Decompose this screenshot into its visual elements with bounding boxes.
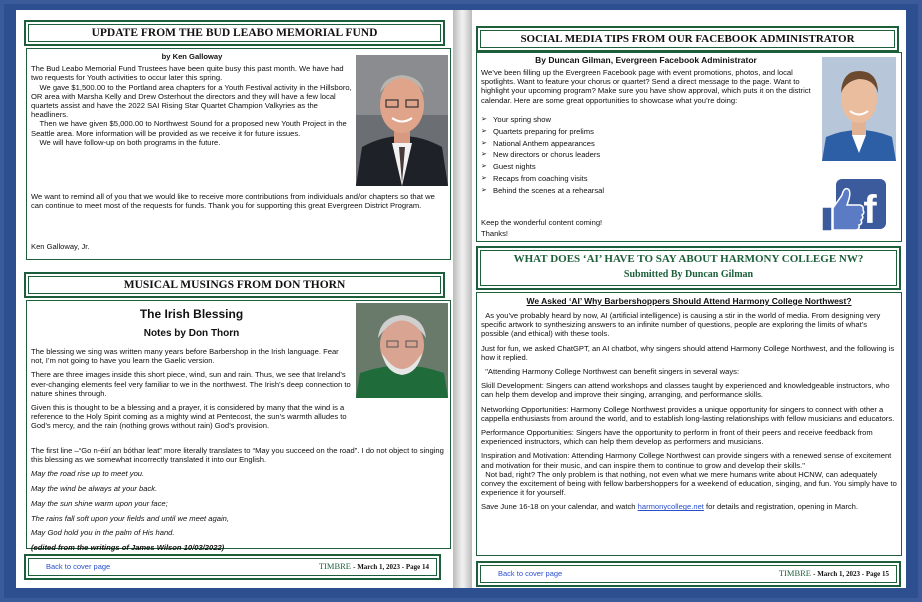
timbre-label: TIMBRE: [778, 568, 811, 578]
social-outro: Keep the wonderful content coming!: [481, 218, 603, 227]
ai-article: [476, 292, 902, 556]
ai-paragraph: Just for fun, we asked ChatGPT, an AI chatbot, why singers should attend Harmony College Northwest, and the following is how it replied.: [481, 343, 895, 362]
bullet-item: ➢ New directors or chorus leaders: [481, 150, 781, 159]
musings-title: MUSICAL MUSINGS FROM DON THORN: [24, 272, 445, 298]
poem-line: May the road rise up to meet you.: [31, 469, 145, 479]
page-15: [472, 10, 906, 588]
ai-save-date: [481, 502, 897, 511]
ai-paragraph: Skill Development: Singers can attend workshops and classes taught by experienced and knowledgeable instructors, who can help them develop and improve their singing, arranging, and performance skills.: [481, 381, 890, 400]
page-14-footer: [24, 554, 441, 580]
svg-text:f: f: [863, 188, 877, 232]
musings-text: [31, 347, 353, 436]
save-date-text: Save June 16-18 on your calendar, and watch: [481, 502, 638, 512]
ai-paragraph: As you’ve probably heard by now, AI (artificial intelligence) is causing a stir in the world of media. From designing very specific artwork to synthesizing answers to an infinite number of questions, people are exploring the limits of what’s possible (and ethical) with these tools.: [481, 311, 883, 339]
footer-page-info: [779, 568, 889, 578]
fund-paragraph: We gave $1,500.00 to the Portland area chapters for a Youth Festival activity in the Hillsboro, OR area with Marsha Kelly and Drew Osterhout the directors and they will have a few local quartets assist and have the 2022 SAI Rising Star Quartet Champion Valkyries as the headliners.: [31, 82, 354, 120]
musings-article: [26, 300, 451, 552]
ai-paragraph: Performance Opportunities: Singers have the opportunity to perform in front of their peers and receive feedback from experienced instructors, which can help them develop as performers and musicians.: [481, 428, 873, 447]
musings-paragraph: Given this is thought to be a blessing and a prayer, it is considered by many that the wind is a reference to the Holy Spirit coming as a mighty wind at Pentecost, the sun’s warmth alludes to God’s mercy, and the rain (nothing grows without rain) God’s provision.: [31, 403, 347, 431]
bullet-item: ➢ Behind the scenes at a rehearsal: [481, 186, 781, 195]
ai-title: WHAT DOES ‘AI’ HAVE TO SAY ABOUT HARMONY COLLEGE NW?: [513, 253, 864, 265]
musings-credit: (edited from the writings of James Wilson 10/03/2022): [31, 542, 225, 552]
poem-line: May the sun shine warm upon your face;: [31, 498, 168, 508]
musings-paragraph: There are three images inside this short piece, wind, sun and rain. Thus, we see that Ireland’s ever-changing elements feel very familiar to we in the northwest. The Irish’s deep connection to nature shines through.: [31, 370, 351, 398]
bullet-item: ➢ Recaps from coaching visits: [481, 174, 781, 183]
ai-paragraph: Inspiration and Motivation: Attending Harmony College Northwest can provide singers with a renewed sense of excitement and motivation for their music, and can inspire them to continue to grow and develop their skills." Not bad, right? The only problem is that nothing, not even what we mere humans write about HCNW, can adequately convey the excitement of being with fellow barbershoppers for a weekend of education, singing, and fun. You simply have to experience it for yourself.: [481, 451, 897, 498]
back-to-cover-link[interactable]: Back to cover page: [46, 562, 111, 571]
social-title: SOCIAL MEDIA TIPS FROM OUR FACEBOOK ADMINISTRATOR: [476, 26, 899, 52]
harmonycollege-link[interactable]: harmonycollege.net: [637, 502, 704, 512]
bullet-item: ➢ Your spring show: [481, 115, 781, 124]
footer-date-page: - March 1, 2023 - Page 14: [353, 563, 429, 571]
don-thorn-photo: [356, 303, 448, 398]
fund-article: [26, 48, 451, 260]
footer-page-info: [319, 561, 429, 571]
ai-paragraph: "Attending Harmony College Northwest can benefit singers in several ways:: [481, 367, 740, 377]
social-article: [476, 52, 902, 242]
footer-date-page: - March 1, 2023 - Page 15: [813, 570, 889, 578]
back-to-cover-link[interactable]: Back to cover page: [498, 569, 563, 578]
social-intro: We’ve been filling up the Evergreen Facebook page with event promotions, photos, and local spotlights. Want to feature your chorus or quartet? Send a direct message to the page. Want to highlight your upcoming program? Make sure you have show approval, which puts it on the district calendar. Here are some great opportunities to showcase what you’re doing:: [481, 68, 811, 105]
bullet-item: ➢ Quartets preparing for prelims: [481, 127, 781, 136]
page-15-footer: [476, 561, 901, 587]
musings-paragraph: The blessing we sing was written many years before Barbershop in the Irish language. Fear not, I’m not going to have you learn the Gaelic version.: [31, 347, 339, 366]
musings-text-wide: [31, 446, 445, 557]
fund-paragraph: The Bud Leabo Memorial Fund Trustees have been quite busy this past month. We have had two requests for Youth activities to occur later this spring.: [31, 64, 344, 83]
musings-paragraph: The first line –“Go n-éirí an bóthar leat” more literally translates to “May you succeed on the road”. I do not object to singing this blessing as we somewhat incorrectly translated it into our English.: [31, 446, 444, 465]
ai-title-box: [476, 246, 901, 290]
ai-paragraph: Networking Opportunities: Harmony College Northwest provides a unique opportunity for singers to connect with other a cappella enthusiasts from around the world, and to establish long-lasting relationships with fellow musicians and educators.: [481, 404, 895, 423]
duncan-gilman-photo: [822, 57, 896, 161]
ken-galloway-photo: [356, 55, 448, 186]
fund-closing: We want to remind all of you that we would like to receive more contributions from individuals and/or chapters so that we can continue to meet most of the requests for funds. Thank you for supporting this great Evergreen District Program.: [31, 192, 435, 211]
fund-signature: Ken Galloway, Jr.: [31, 242, 90, 251]
social-bullet-list: [481, 115, 781, 198]
social-byline: By Duncan Gilman, Evergreen Facebook Administrator: [535, 55, 757, 65]
ai-text: [481, 311, 897, 517]
poem-line: May God hold you in the palm of His hand.: [31, 528, 175, 538]
bullet-item: ➢ National Anthem appearances: [481, 139, 781, 148]
ai-heading: We Asked ‘AI’ Why Barbershoppers Should Attend Harmony College Northwest?: [526, 296, 852, 306]
bullet-item: ➢ Guest nights: [481, 162, 781, 171]
magazine-spread: [4, 4, 918, 598]
musings-subheading: Notes by Don Thorn: [143, 328, 240, 339]
ai-subtitle: Submitted By Duncan Gilman: [623, 269, 754, 280]
fund-paragraph: We will have follow-up on both programs in the future.: [31, 137, 221, 147]
fund-text: [31, 52, 353, 147]
fund-title: UPDATE FROM THE BUD LEABO MEMORIAL FUND: [24, 20, 445, 46]
fund-paragraph: Then we have given $5,000.00 to Northwest Sound for a proposed new Youth Project in the Seattle area. More information will be provided as we receive it for future issues.: [31, 119, 349, 138]
save-date-text-end: for details and registration, opening in March.: [703, 502, 858, 512]
page-14: [16, 10, 453, 588]
timbre-label: TIMBRE: [318, 561, 351, 571]
fund-byline: by Ken Galloway: [161, 52, 223, 61]
social-thanks: Thanks!: [481, 229, 509, 238]
spine-gutter: [453, 10, 472, 588]
poem-line: May the wind be always at your back.: [31, 484, 158, 494]
facebook-like-icon: [818, 177, 888, 235]
poem-line: The rains fall soft upon your fields and until we meet again,: [31, 513, 229, 523]
musings-heading: The Irish Blessing: [139, 307, 244, 321]
